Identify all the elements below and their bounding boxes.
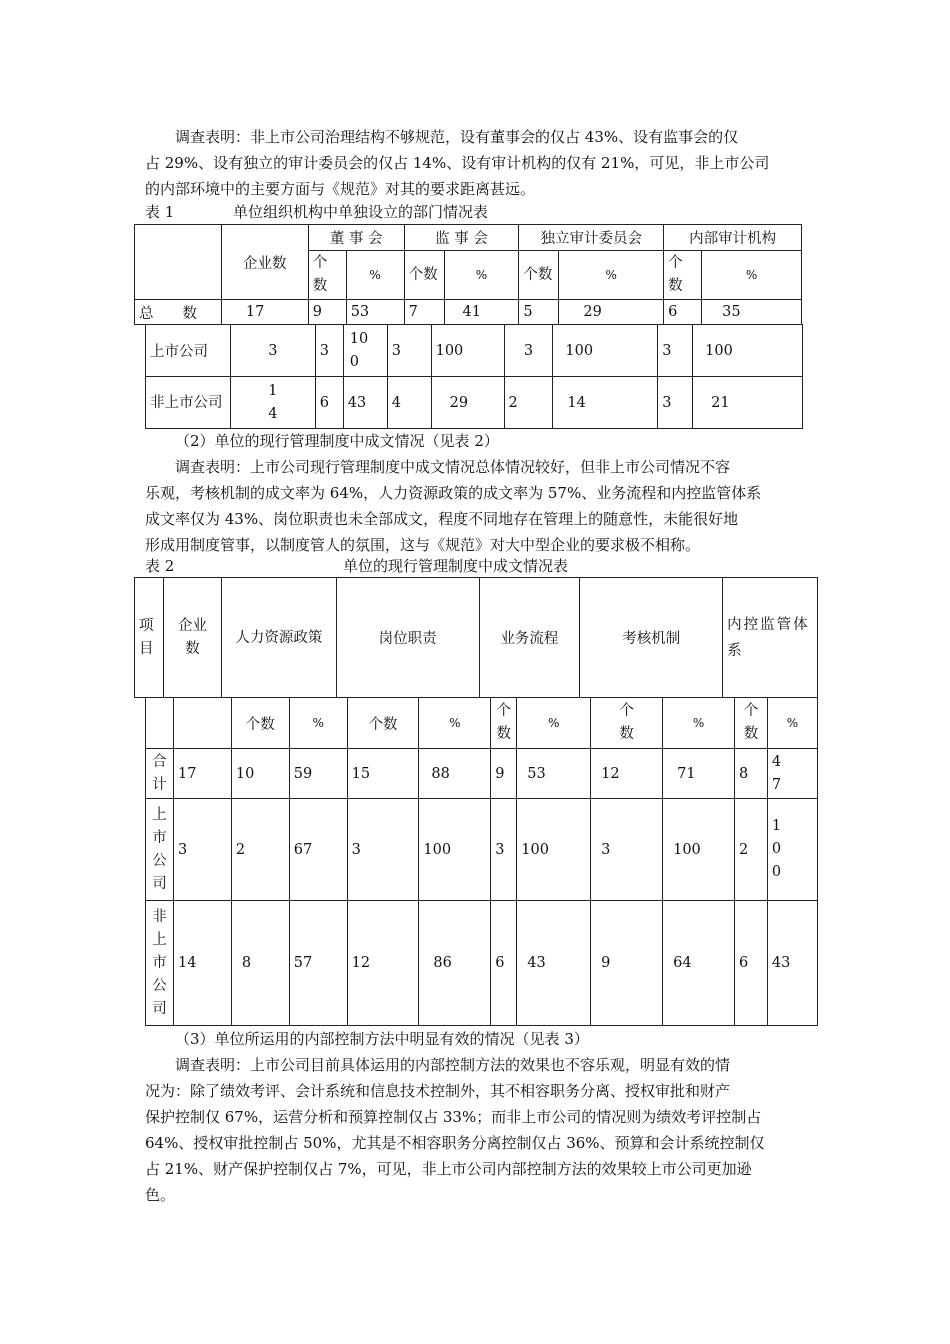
table2-cell: 71 — [663, 749, 735, 799]
table2-subheader-blank — [146, 698, 174, 749]
table2-header-item: 项目 — [135, 578, 164, 698]
table1-cell: 9 — [308, 300, 346, 325]
table1-body — [145, 324, 803, 429]
table1-caption-number: 表 1 — [145, 203, 175, 221]
table1-cell: 6 — [664, 300, 702, 325]
table2-cell: 12 — [591, 749, 663, 799]
table1-header-percent: % — [702, 251, 802, 300]
table2-cell: 3 — [173, 799, 231, 901]
section3-line: 占 21%、财产保护控制仅占 7%，可见，非上市公司内部控制方法的效果较上市公司更加逊 — [145, 1160, 752, 1178]
table2-cell: 43 — [517, 901, 591, 1026]
table1-cell: 41 — [444, 300, 519, 325]
table2-cell: 3 — [347, 799, 419, 901]
section3-line: 色。 — [145, 1186, 176, 1204]
table1-row-label: 总 数 — [135, 300, 222, 325]
table1-cell: 6 — [315, 377, 343, 429]
table1-header — [134, 224, 802, 325]
table2-cell: 12 — [347, 901, 419, 1026]
table2-cell: 10 — [231, 749, 289, 799]
table2-cell: 6 — [734, 901, 767, 1026]
table2-header-percent: % — [419, 698, 491, 749]
table1-cell: 7 — [404, 300, 444, 325]
table2-header-count: 个数 — [734, 698, 767, 749]
table2-header-count: 个数 — [591, 698, 663, 749]
table2-row-label: 合计 — [146, 749, 174, 799]
table1-caption-title: 单位组织机构中单独设立的部门情况表 — [233, 203, 489, 221]
table1-header-supervisory: 监 事 会 — [404, 225, 519, 251]
table2-body — [145, 697, 818, 1026]
table1-cell: 100 — [553, 325, 658, 377]
table1-cell: 3 — [658, 325, 693, 377]
table1-header-count: 个数 — [404, 251, 444, 300]
table1-cell: 3 — [658, 377, 693, 429]
table1-header-board: 董 事 会 — [308, 225, 404, 251]
table-row — [135, 300, 802, 325]
section3-line: 调查表明：上市公司目前具体运用的内部控制方法的效果也不容乐观，明显有效的情 — [175, 1056, 731, 1074]
table2-header-percent: % — [767, 698, 817, 749]
table2-cell: 6 — [491, 901, 517, 1026]
table1-cell: 3 — [504, 325, 553, 377]
table1-cell: 53 — [346, 300, 404, 325]
table1-header-percent: % — [559, 251, 664, 300]
table2-cell: 3 — [591, 799, 663, 901]
table1-cell: 14 — [230, 377, 315, 429]
table1-cell: 100 — [693, 325, 803, 377]
table1-header-audit-committee: 独立审计委员会 — [519, 225, 664, 251]
intro-line: 调查表明：非上市公司治理结构不够规范，设有董事会的仅占 43%、设有监事会的仅 — [175, 128, 739, 146]
table1-header-enterprise-count: 企业数 — [221, 225, 308, 300]
table2-header-job-duties: 岗位职责 — [336, 578, 479, 698]
table-row — [146, 901, 818, 1026]
table2-header-percent: % — [663, 698, 735, 749]
table-row — [146, 749, 818, 799]
table1-cell: 21 — [693, 377, 803, 429]
table1-cell: 17 — [221, 300, 308, 325]
table1-cell: 100 — [431, 325, 504, 377]
table-row — [146, 799, 818, 901]
table2-cell: 9 — [591, 901, 663, 1026]
section2-line: 形成用制度管事，以制度管人的氛围，这与《规范》对大中型企业的要求极不相称。 — [145, 536, 701, 554]
table2-cell: 100 — [419, 799, 491, 901]
table1-cell: 14 — [553, 377, 658, 429]
table2-cell: 9 — [491, 749, 517, 799]
table2-row-label: 上市公司 — [146, 799, 174, 901]
table1-cell: 5 — [519, 300, 559, 325]
table2-cell: 86 — [419, 901, 491, 1026]
table2-cell: 100 — [517, 799, 591, 901]
section2-paragraph — [145, 428, 825, 558]
table2-cell: 2 — [231, 799, 289, 901]
table1-header-count: 个数 — [519, 251, 559, 300]
table-row — [146, 377, 803, 429]
table2-cell: 17 — [173, 749, 231, 799]
table2-header-percent: % — [289, 698, 347, 749]
table2-header-percent: % — [517, 698, 591, 749]
table1-cell: 2 — [504, 377, 553, 429]
table2-cell: 64 — [663, 901, 735, 1026]
section3-line: 保护控制仅 67%，运营分析和预算控制仅占 33%；而非上市公司的情况则为绩效考评控制占 — [145, 1108, 762, 1126]
table1-cell: 4 — [387, 377, 431, 429]
table2-cell: 88 — [419, 749, 491, 799]
table1-cell: 100 — [343, 325, 387, 377]
table2-cell: 67 — [289, 799, 347, 901]
table2-cell: 8 — [231, 901, 289, 1026]
table1-header-percent: % — [444, 251, 519, 300]
table1-header-count: 个数 — [308, 251, 346, 300]
table2-header-hr-policy: 人力资源政策 — [221, 578, 336, 698]
table1-header-internal-audit: 内部审计机构 — [664, 225, 802, 251]
table2-cell: 53 — [517, 749, 591, 799]
intro-line: 的内部环境中的主要方面与《规范》对其的要求距离甚远。 — [145, 180, 536, 198]
table1-row-label: 上市公司 — [146, 325, 231, 377]
section2-line: 乐观，考核机制的成文率为 64%，人力资源政策的成文率为 57%、业务流程和内控监管体系 — [145, 484, 762, 502]
table2-cell: 57 — [289, 901, 347, 1026]
table-row — [146, 325, 803, 377]
table2-row-label: 非上市公司 — [146, 901, 174, 1026]
table1-cell: 29 — [431, 377, 504, 429]
table2-cell: 14 — [173, 901, 231, 1026]
section3-line: 况为：除了绩效考评、会计系统和信息技术控制外，其不相容职务分离、授权审批和财产 — [145, 1082, 731, 1100]
table2-header-enterprise-count: 企业数 — [163, 578, 221, 698]
table2-cell: 8 — [734, 749, 767, 799]
table2-header-assessment: 考核机制 — [580, 578, 723, 698]
table2-cell: 15 — [347, 749, 419, 799]
table1-header-count: 个数 — [664, 251, 702, 300]
section3-paragraph — [145, 1026, 825, 1208]
table1-cell: 29 — [559, 300, 664, 325]
table2-cell: 43 — [767, 901, 817, 1026]
table2-cell: 59 — [289, 749, 347, 799]
intro-paragraph — [145, 124, 825, 202]
table2-cell: 2 — [734, 799, 767, 901]
table2-cell: 100 — [767, 799, 817, 901]
section2-line: 成文率仅为 43%、岗位职责也未全部成文，程度不同地存在管理上的随意性，未能很好地 — [145, 510, 739, 528]
table2-cell: 100 — [663, 799, 735, 901]
table2-caption-title: 单位的现行管理制度中成文情况表 — [343, 557, 569, 575]
table1-cell: 3 — [387, 325, 431, 377]
section2-line: 调查表明：上市公司现行管理制度中成文情况总体情况较好，但非上市公司情况不容 — [175, 458, 731, 476]
table1-cell: 3 — [230, 325, 315, 377]
table2-cell: 47 — [767, 749, 817, 799]
intro-line: 占 29%、设有独立的审计委员会的仅占 14%、设有审计机构的仅有 21%，可见，非上市公司 — [145, 154, 770, 172]
section2-heading: （2）单位的现行管理制度中成文情况（见表 2） — [175, 432, 499, 450]
table2-cell: 3 — [491, 799, 517, 901]
table1-row-label: 非上市公司 — [146, 377, 231, 429]
table2-header — [134, 577, 818, 698]
table1-cell: 3 — [315, 325, 343, 377]
table2-header-internal-control: 内控监管体系 — [723, 578, 818, 698]
table1-cell: 35 — [702, 300, 802, 325]
table2-header-business-process: 业务流程 — [479, 578, 580, 698]
table2-caption-number: 表 2 — [145, 557, 175, 575]
table1-header-percent: % — [346, 251, 404, 300]
section3-line: 64%、授权审批控制占 50%，尤其是不相容职务分离控制仅占 36%、预算和会计系统控制仅 — [145, 1134, 765, 1152]
section3-heading: （3）单位所运用的内部控制方法中明显有效的情况（见表 3） — [175, 1030, 589, 1048]
table2-header-count: 个数 — [231, 698, 289, 749]
table2-header-count: 个数 — [347, 698, 419, 749]
table2-header-count: 个数 — [491, 698, 517, 749]
table1-corner-cell — [135, 225, 222, 300]
table1-cell: 43 — [343, 377, 387, 429]
table2-subheader-blank — [173, 698, 231, 749]
